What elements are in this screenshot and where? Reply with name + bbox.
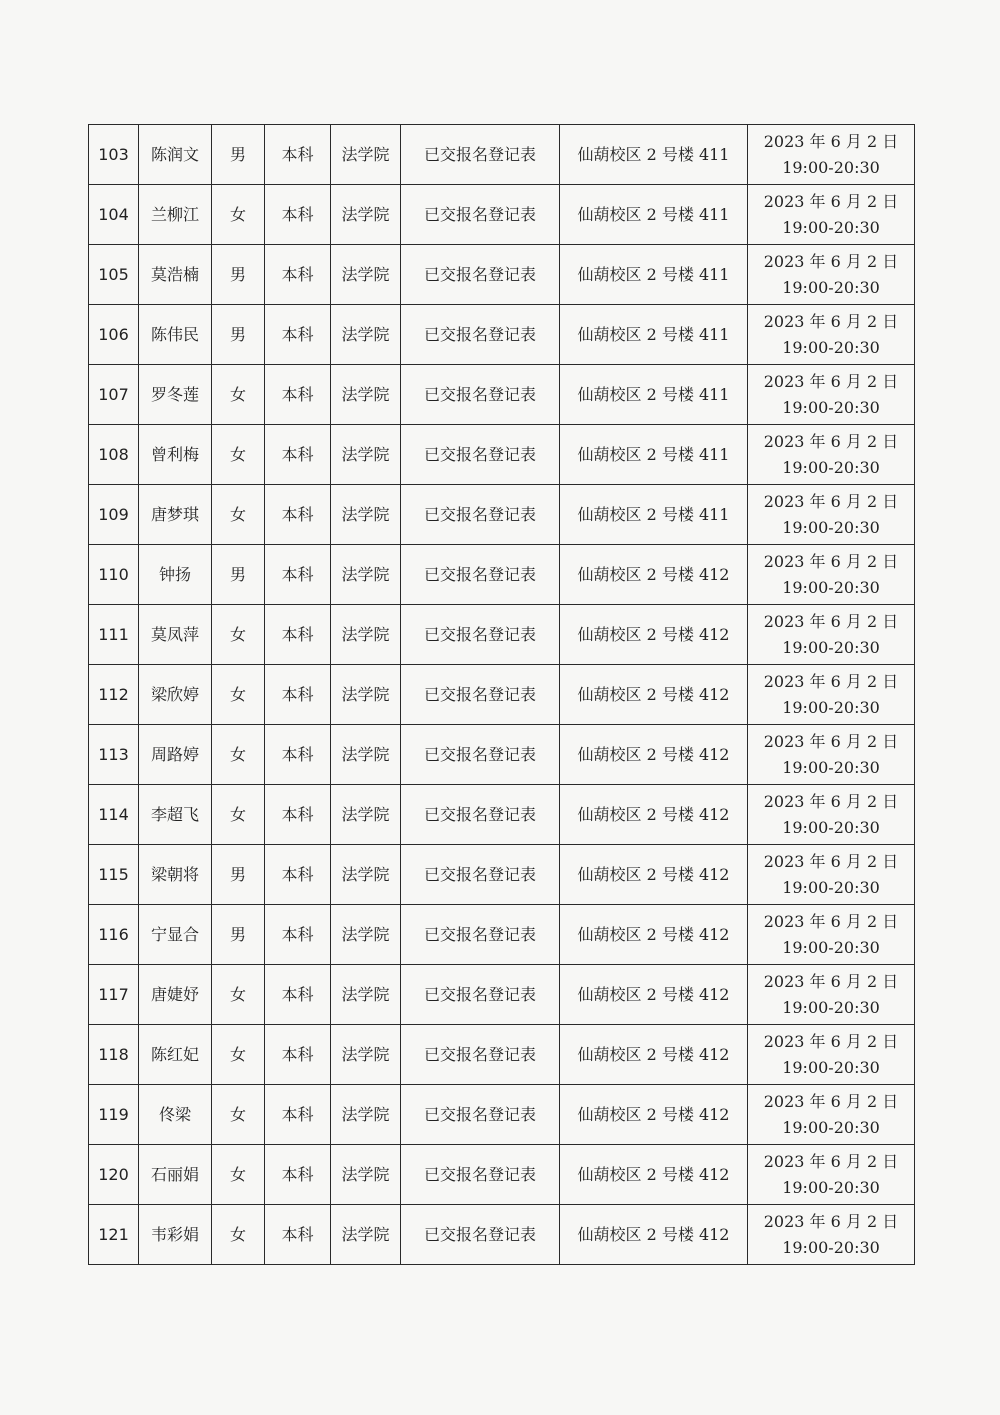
row-number-cell: 106 xyxy=(89,305,139,365)
gender-cell: 女 xyxy=(212,1145,265,1205)
exam-time-cell xyxy=(748,1025,915,1085)
exam-date: 2023 年 6 月 2 日 xyxy=(763,791,899,811)
student-name-cell: 宁显合 xyxy=(139,905,212,965)
education-level-cell: 本科 xyxy=(265,1205,331,1265)
college-cell: 法学院 xyxy=(331,1085,401,1145)
college-cell: 法学院 xyxy=(331,905,401,965)
exam-time: 19:00-20:30 xyxy=(782,1237,880,1257)
college-cell: 法学院 xyxy=(331,485,401,545)
row-number-cell: 118 xyxy=(89,1025,139,1085)
gender-cell: 男 xyxy=(212,845,265,905)
education-level-cell: 本科 xyxy=(265,305,331,365)
education-level-cell: 本科 xyxy=(265,1145,331,1205)
exam-time: 19:00-20:30 xyxy=(782,877,880,897)
education-level-cell: 本科 xyxy=(265,965,331,1025)
gender-cell: 男 xyxy=(212,245,265,305)
exam-date: 2023 年 6 月 2 日 xyxy=(763,1211,899,1231)
exam-time: 19:00-20:30 xyxy=(782,817,880,837)
exam-time: 19:00-20:30 xyxy=(782,1057,880,1077)
student-name-cell: 李超飞 xyxy=(139,785,212,845)
exam-time-cell xyxy=(748,845,915,905)
exam-time-cell xyxy=(748,605,915,665)
registration-status-cell: 已交报名登记表 xyxy=(401,365,560,425)
student-name-cell: 韦彩娟 xyxy=(139,1205,212,1265)
exam-date: 2023 年 6 月 2 日 xyxy=(763,191,899,211)
gender-cell: 女 xyxy=(212,425,265,485)
registration-status-cell: 已交报名登记表 xyxy=(401,725,560,785)
student-name-cell: 钟扬 xyxy=(139,545,212,605)
exam-time: 19:00-20:30 xyxy=(782,1117,880,1137)
exam-location-cell: 仙葫校区 2 号楼 412 xyxy=(560,1205,748,1265)
table-row xyxy=(89,1025,915,1085)
exam-time: 19:00-20:30 xyxy=(782,157,880,177)
gender-cell: 女 xyxy=(212,665,265,725)
student-name-cell: 唐梦琪 xyxy=(139,485,212,545)
gender-cell: 女 xyxy=(212,1025,265,1085)
exam-location-cell: 仙葫校区 2 号楼 412 xyxy=(560,965,748,1025)
row-number-cell: 121 xyxy=(89,1205,139,1265)
row-number-cell: 120 xyxy=(89,1145,139,1205)
registration-status-cell: 已交报名登记表 xyxy=(401,605,560,665)
exam-time: 19:00-20:30 xyxy=(782,277,880,297)
registration-status-cell: 已交报名登记表 xyxy=(401,1085,560,1145)
college-cell: 法学院 xyxy=(331,1025,401,1085)
registration-status-cell: 已交报名登记表 xyxy=(401,1025,560,1085)
registration-status-cell: 已交报名登记表 xyxy=(401,185,560,245)
row-number-cell: 109 xyxy=(89,485,139,545)
gender-cell: 女 xyxy=(212,1205,265,1265)
exam-time-cell xyxy=(748,1145,915,1205)
exam-time: 19:00-20:30 xyxy=(782,1177,880,1197)
exam-time: 19:00-20:30 xyxy=(782,637,880,657)
table-row xyxy=(89,1145,915,1205)
exam-date: 2023 年 6 月 2 日 xyxy=(763,311,899,331)
registration-status-cell: 已交报名登记表 xyxy=(401,425,560,485)
registration-status-cell: 已交报名登记表 xyxy=(401,965,560,1025)
table-row xyxy=(89,905,915,965)
row-number-cell: 105 xyxy=(89,245,139,305)
exam-time: 19:00-20:30 xyxy=(782,757,880,777)
student-name-cell: 佟梁 xyxy=(139,1085,212,1145)
registration-status-cell: 已交报名登记表 xyxy=(401,125,560,185)
education-level-cell: 本科 xyxy=(265,725,331,785)
gender-cell: 女 xyxy=(212,725,265,785)
exam-time: 19:00-20:30 xyxy=(782,517,880,537)
exam-time: 19:00-20:30 xyxy=(782,217,880,237)
exam-time-cell xyxy=(748,245,915,305)
registration-table xyxy=(88,124,915,1265)
table-row xyxy=(89,485,915,545)
exam-time: 19:00-20:30 xyxy=(782,397,880,417)
exam-date: 2023 年 6 月 2 日 xyxy=(763,1091,899,1111)
exam-date: 2023 年 6 月 2 日 xyxy=(763,131,899,151)
row-number-cell: 111 xyxy=(89,605,139,665)
education-level-cell: 本科 xyxy=(265,485,331,545)
registration-status-cell: 已交报名登记表 xyxy=(401,905,560,965)
education-level-cell: 本科 xyxy=(265,425,331,485)
education-level-cell: 本科 xyxy=(265,665,331,725)
exam-location-cell: 仙葫校区 2 号楼 411 xyxy=(560,125,748,185)
exam-date: 2023 年 6 月 2 日 xyxy=(763,611,899,631)
college-cell: 法学院 xyxy=(331,1205,401,1265)
college-cell: 法学院 xyxy=(331,425,401,485)
table-row xyxy=(89,785,915,845)
exam-time: 19:00-20:30 xyxy=(782,937,880,957)
exam-location-cell: 仙葫校区 2 号楼 412 xyxy=(560,1025,748,1085)
gender-cell: 女 xyxy=(212,605,265,665)
table-row xyxy=(89,725,915,785)
college-cell: 法学院 xyxy=(331,785,401,845)
gender-cell: 女 xyxy=(212,965,265,1025)
table-row xyxy=(89,1205,915,1265)
college-cell: 法学院 xyxy=(331,725,401,785)
registration-status-cell: 已交报名登记表 xyxy=(401,545,560,605)
table-row xyxy=(89,245,915,305)
exam-date: 2023 年 6 月 2 日 xyxy=(763,431,899,451)
registration-status-cell: 已交报名登记表 xyxy=(401,845,560,905)
exam-time-cell xyxy=(748,665,915,725)
exam-time-cell xyxy=(748,305,915,365)
college-cell: 法学院 xyxy=(331,1145,401,1205)
gender-cell: 男 xyxy=(212,905,265,965)
exam-date: 2023 年 6 月 2 日 xyxy=(763,1031,899,1051)
education-level-cell: 本科 xyxy=(265,1025,331,1085)
student-name-cell: 梁朝将 xyxy=(139,845,212,905)
exam-time: 19:00-20:30 xyxy=(782,577,880,597)
exam-date: 2023 年 6 月 2 日 xyxy=(763,251,899,271)
exam-location-cell: 仙葫校区 2 号楼 412 xyxy=(560,1145,748,1205)
college-cell: 法学院 xyxy=(331,185,401,245)
exam-date: 2023 年 6 月 2 日 xyxy=(763,911,899,931)
exam-location-cell: 仙葫校区 2 号楼 412 xyxy=(560,665,748,725)
exam-location-cell: 仙葫校区 2 号楼 411 xyxy=(560,185,748,245)
table-row xyxy=(89,185,915,245)
college-cell: 法学院 xyxy=(331,845,401,905)
registration-status-cell: 已交报名登记表 xyxy=(401,785,560,845)
exam-location-cell: 仙葫校区 2 号楼 411 xyxy=(560,305,748,365)
exam-date: 2023 年 6 月 2 日 xyxy=(763,551,899,571)
table-row xyxy=(89,425,915,485)
exam-location-cell: 仙葫校区 2 号楼 412 xyxy=(560,905,748,965)
education-level-cell: 本科 xyxy=(265,905,331,965)
exam-location-cell: 仙葫校区 2 号楼 412 xyxy=(560,785,748,845)
exam-time-cell xyxy=(748,425,915,485)
exam-time: 19:00-20:30 xyxy=(782,997,880,1017)
table-row xyxy=(89,845,915,905)
registration-status-cell: 已交报名登记表 xyxy=(401,485,560,545)
table-row xyxy=(89,665,915,725)
student-name-cell: 莫凤萍 xyxy=(139,605,212,665)
student-name-cell: 兰柳江 xyxy=(139,185,212,245)
row-number-cell: 116 xyxy=(89,905,139,965)
gender-cell: 男 xyxy=(212,125,265,185)
exam-time-cell xyxy=(748,485,915,545)
row-number-cell: 107 xyxy=(89,365,139,425)
exam-time-cell xyxy=(748,185,915,245)
table-row xyxy=(89,1085,915,1145)
student-name-cell: 曾利梅 xyxy=(139,425,212,485)
exam-date: 2023 年 6 月 2 日 xyxy=(763,491,899,511)
college-cell: 法学院 xyxy=(331,125,401,185)
college-cell: 法学院 xyxy=(331,245,401,305)
gender-cell: 女 xyxy=(212,1085,265,1145)
exam-location-cell: 仙葫校区 2 号楼 412 xyxy=(560,1085,748,1145)
student-name-cell: 罗冬莲 xyxy=(139,365,212,425)
exam-date: 2023 年 6 月 2 日 xyxy=(763,1151,899,1171)
table-row xyxy=(89,365,915,425)
exam-location-cell: 仙葫校区 2 号楼 412 xyxy=(560,845,748,905)
exam-date: 2023 年 6 月 2 日 xyxy=(763,671,899,691)
exam-location-cell: 仙葫校区 2 号楼 411 xyxy=(560,485,748,545)
exam-location-cell: 仙葫校区 2 号楼 411 xyxy=(560,365,748,425)
student-name-cell: 陈红妃 xyxy=(139,1025,212,1085)
exam-location-cell: 仙葫校区 2 号楼 411 xyxy=(560,425,748,485)
education-level-cell: 本科 xyxy=(265,605,331,665)
gender-cell: 女 xyxy=(212,785,265,845)
row-number-cell: 119 xyxy=(89,1085,139,1145)
gender-cell: 男 xyxy=(212,305,265,365)
education-level-cell: 本科 xyxy=(265,845,331,905)
table-row xyxy=(89,125,915,185)
registration-status-cell: 已交报名登记表 xyxy=(401,665,560,725)
row-number-cell: 114 xyxy=(89,785,139,845)
row-number-cell: 115 xyxy=(89,845,139,905)
row-number-cell: 110 xyxy=(89,545,139,605)
row-number-cell: 104 xyxy=(89,185,139,245)
exam-date: 2023 年 6 月 2 日 xyxy=(763,971,899,991)
education-level-cell: 本科 xyxy=(265,1085,331,1145)
exam-time-cell xyxy=(748,545,915,605)
exam-location-cell: 仙葫校区 2 号楼 412 xyxy=(560,605,748,665)
registration-status-cell: 已交报名登记表 xyxy=(401,305,560,365)
exam-time: 19:00-20:30 xyxy=(782,457,880,477)
exam-location-cell: 仙葫校区 2 号楼 412 xyxy=(560,725,748,785)
student-name-cell: 陈伟民 xyxy=(139,305,212,365)
row-number-cell: 108 xyxy=(89,425,139,485)
student-name-cell: 莫浩楠 xyxy=(139,245,212,305)
exam-time-cell xyxy=(748,365,915,425)
student-name-cell: 梁欣婷 xyxy=(139,665,212,725)
gender-cell: 女 xyxy=(212,485,265,545)
exam-time-cell xyxy=(748,1205,915,1265)
exam-time-cell xyxy=(748,905,915,965)
exam-location-cell: 仙葫校区 2 号楼 412 xyxy=(560,545,748,605)
exam-time-cell xyxy=(748,725,915,785)
exam-time: 19:00-20:30 xyxy=(782,697,880,717)
gender-cell: 女 xyxy=(212,185,265,245)
college-cell: 法学院 xyxy=(331,545,401,605)
table-body xyxy=(89,125,915,1265)
row-number-cell: 117 xyxy=(89,965,139,1025)
registration-status-cell: 已交报名登记表 xyxy=(401,1145,560,1205)
registration-status-cell: 已交报名登记表 xyxy=(401,1205,560,1265)
exam-location-cell: 仙葫校区 2 号楼 411 xyxy=(560,245,748,305)
table-row xyxy=(89,545,915,605)
student-name-cell: 周路婷 xyxy=(139,725,212,785)
student-name-cell: 唐婕妤 xyxy=(139,965,212,1025)
exam-time-cell xyxy=(748,785,915,845)
exam-time-cell xyxy=(748,1085,915,1145)
exam-time: 19:00-20:30 xyxy=(782,337,880,357)
registration-status-cell: 已交报名登记表 xyxy=(401,245,560,305)
gender-cell: 男 xyxy=(212,545,265,605)
education-level-cell: 本科 xyxy=(265,245,331,305)
exam-time-cell xyxy=(748,125,915,185)
college-cell: 法学院 xyxy=(331,965,401,1025)
exam-date: 2023 年 6 月 2 日 xyxy=(763,851,899,871)
table-row xyxy=(89,965,915,1025)
student-name-cell: 陈润文 xyxy=(139,125,212,185)
row-number-cell: 112 xyxy=(89,665,139,725)
exam-date: 2023 年 6 月 2 日 xyxy=(763,371,899,391)
college-cell: 法学院 xyxy=(331,605,401,665)
education-level-cell: 本科 xyxy=(265,125,331,185)
exam-time-cell xyxy=(748,965,915,1025)
exam-date: 2023 年 6 月 2 日 xyxy=(763,731,899,751)
college-cell: 法学院 xyxy=(331,665,401,725)
table-row xyxy=(89,305,915,365)
college-cell: 法学院 xyxy=(331,305,401,365)
row-number-cell: 103 xyxy=(89,125,139,185)
row-number-cell: 113 xyxy=(89,725,139,785)
education-level-cell: 本科 xyxy=(265,545,331,605)
college-cell: 法学院 xyxy=(331,365,401,425)
gender-cell: 女 xyxy=(212,365,265,425)
education-level-cell: 本科 xyxy=(265,185,331,245)
education-level-cell: 本科 xyxy=(265,365,331,425)
student-name-cell: 石丽娟 xyxy=(139,1145,212,1205)
education-level-cell: 本科 xyxy=(265,785,331,845)
table-row xyxy=(89,605,915,665)
